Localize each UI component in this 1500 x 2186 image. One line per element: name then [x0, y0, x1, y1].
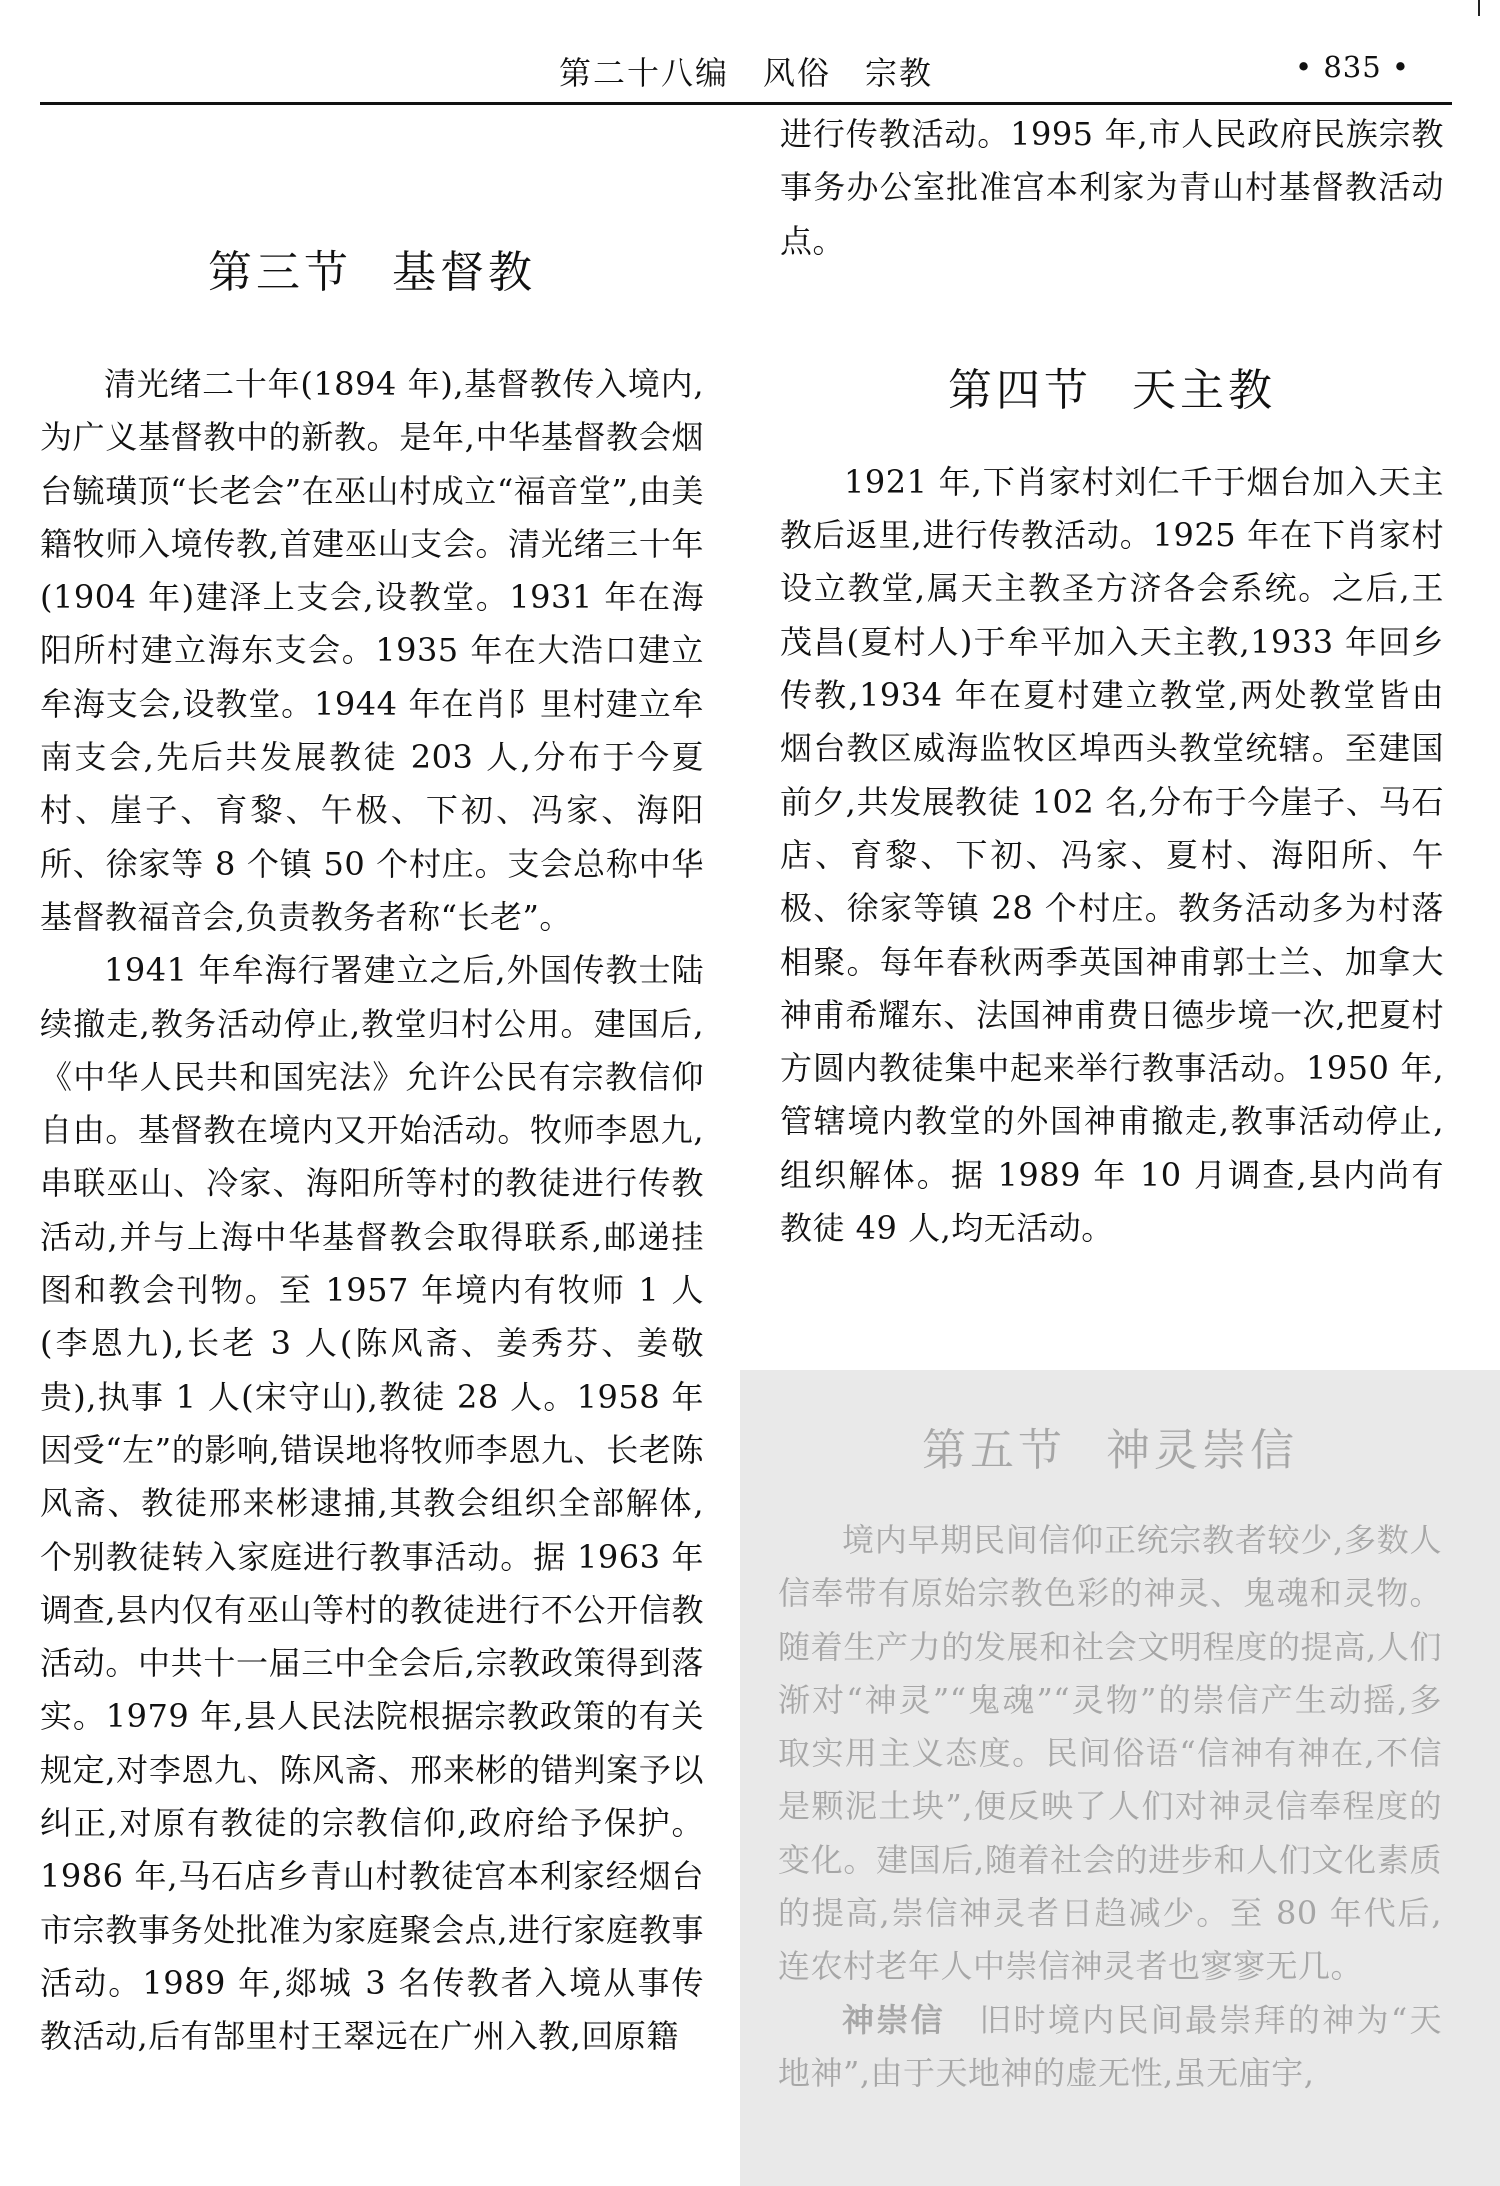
section-name: 基督教 [392, 247, 536, 298]
section-number: 第五节 [922, 1425, 1066, 1476]
sub-heading: 神崇信 [842, 2000, 945, 2039]
shaded-content [778, 1370, 1442, 2100]
section-number: 第四节 [948, 364, 1092, 416]
page-number: • 835 • [1295, 50, 1410, 84]
section-title-catholicism [780, 354, 1444, 418]
paragraph-god-worship [778, 1994, 1442, 2101]
paragraph-christianity-2: 1941 年牟海行署建立之后,外国传教士陆续撤走,教务活动停止,教堂归村公用。建国后,《中华人民共和国宪法》允许公民有宗教信仰自由。基督教在境内又开始活动。牧师李恩九,串联巫山、冷家、海阳所等村的教徒进行传教活动,并与上海中华基督教会取得联系,邮递挂图和教会刊物。至 1957 年境内有牧师 1 人(李恩九),长老 3 人(陈风斋、姜秀芬、姜敬贵),执事 1 人(宋守山),教徒 28 人。1958 年因受“左”的影响,错误地将牧师李恩九、长老陈风斋、教徒邢来彬逮捕,其教会组织全部解体,个别教徒转入家庭进行教事活动。据 1963 年调查,县内仅有巫山等村的教徒进行不公开信教活动。中共十一届三中全会后,宗教政策得到落实。1979 年,县人民法院根据宗教政策的有关规定,对李恩九、陈风斋、邢来彬的错判案予以纠正,对原有教徒的宗教信仰,政府给予保护。1986 年,马石店乡青山村教徒宫本利家经烟台市宗教事务处批准为家庭聚会点,进行家庭教事活动。1989 年,郯城 3 名传教者入境从事传教活动,后有郜里村王翠远在广州入教,回原籍 [40, 951, 704, 2056]
section-title-deity-belief [778, 1414, 1442, 1478]
sub-paragraph-text: 旧时境内民间最崇拜的神为“天地神”,由于天地神的虚无性,虽无庙宇, [778, 2000, 1442, 2092]
paragraph-deity-belief: 境内早期民间信仰正统宗教者较少,多数人信奉带有原始宗教色彩的神灵、鬼魂和灵物。随着生产力的发展和社会文明程度的提高,人们渐对“神灵”“鬼魂”“灵物”的崇信产生动摇,多取实用主义态度。民间俗语“信神有神在,不信是颗泥土块”,便反映了人们对神灵信奉程度的变化。建国后,随着社会的进步和人们文化素质的提高,崇信神灵者日趋减少。至 80 年代后,连农村老年人中崇信神灵者也寥寥无几。 [778, 1521, 1442, 1986]
running-title: 第二十八编 风俗 宗教 [558, 54, 933, 92]
section-number: 第三节 [208, 247, 352, 298]
left-column [40, 108, 704, 2064]
header-rule [40, 102, 1452, 105]
section-title-christianity [40, 236, 704, 300]
paragraph-christianity-1: 清光绪二十年(1894 年),基督教传入境内,为广义基督教中的新教。是年,中华基督教会烟台毓璜顶“长老会”在巫山村成立“福音堂”,由美籍牧师入境传教,首建巫山支会。清光绪三十年(1904 年)建泽上支会,设教堂。1931 年在海阳所村建立海东支会。1935 年在大浩口建立牟海支会,设教堂。1944 年在肖阝里村建立牟南支会,先后共发展教徒 203 人,分布于今夏村、崖子、育黎、午极、下初、冯家、海阳所、徐家等 8 个镇 50 个村庄。支会总称中华基督教福音会,负责教务者称“长老”。 [40, 365, 704, 936]
page-header [40, 40, 1452, 106]
paragraph-catholicism: 1921 年,下肖家村刘仁千于烟台加入天主教后返里,进行传教活动。1925 年在下肖家村设立教堂,属天主教圣方济各会系统。之后,王茂昌(夏村人)于牟平加入天主教,1933 年回乡传教,1934 年在夏村建立教堂,两处教堂皆由烟台教区威海监牧区埠西头教堂统辖。至建国前夕,共发展教徒 102 名,分布于今崖子、马石店、育黎、下初、冯家、夏村、海阳所、午极、徐家等镇 28 个村庄。教务活动多为村落相聚。每年春秋两季英国神甫郭士兰、加拿大神甫希耀东、法国神甫费日德步境一次,把夏村方圆内教徒集中起来举行教事活动。1950 年,管辖境内教堂的外国神甫撤走,教事活动停止,组织解体。据 1989 年 10 月调查,县内尚有教徒 49 人,均无活动。 [780, 462, 1444, 1248]
paragraph-christianity-continuation: 进行传教活动。1995 年,市人民政府民族宗教事务办公室批准宫本利家为青山村基督教活动点。 [780, 115, 1444, 260]
shaded-section [740, 1370, 1500, 2186]
section-name: 天主教 [1132, 364, 1276, 416]
right-column [780, 108, 1444, 1255]
section-name: 神灵崇信 [1106, 1425, 1298, 1476]
corner-mark [1478, 0, 1480, 16]
